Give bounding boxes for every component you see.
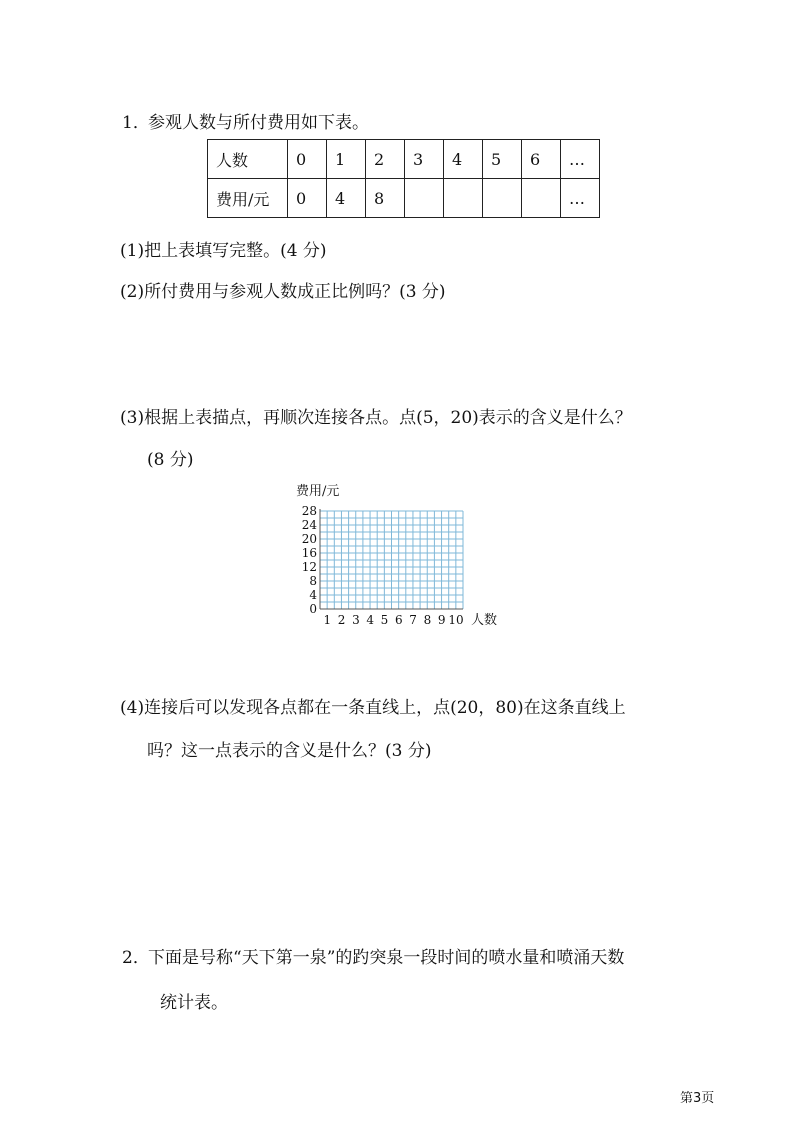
page-number: 第3页 bbox=[680, 1091, 715, 1106]
table-cell: 0 bbox=[288, 179, 327, 218]
y-axis-ticks bbox=[302, 504, 318, 616]
y-tick-label: 16 bbox=[301, 546, 317, 560]
grid bbox=[320, 509, 463, 609]
y-tick-label: 24 bbox=[301, 518, 317, 532]
table-cell-blank[interactable] bbox=[405, 179, 444, 218]
fee-table bbox=[207, 139, 600, 218]
subquestion-2: (2)所付费用与参观人数成正比例吗？(3 分) bbox=[120, 282, 446, 302]
table-cell: 1 bbox=[327, 140, 366, 179]
question-2-continued: 统计表。 bbox=[160, 993, 228, 1013]
x-tick-label: 2 bbox=[337, 613, 346, 627]
table-cell: 8 bbox=[366, 179, 405, 218]
subquestion-4-continued: 吗？这一点表示的含义是什么？(3 分) bbox=[147, 741, 432, 761]
x-tick-label: 8 bbox=[423, 613, 432, 627]
subquestion-3-continued: (8 分) bbox=[147, 450, 194, 470]
table-cell: 2 bbox=[366, 140, 405, 179]
table-cell: … bbox=[561, 179, 600, 218]
question-1-title bbox=[122, 108, 369, 133]
subquestion-1: (1)把上表填写完整。(4 分) bbox=[120, 241, 327, 261]
question-1-number: 1． bbox=[122, 113, 150, 133]
table-cell: 5 bbox=[483, 140, 522, 179]
fee-grid-chart[interactable] bbox=[280, 478, 520, 630]
table-cell: 人数 bbox=[208, 140, 288, 179]
x-axis-label: 人数 bbox=[471, 613, 498, 628]
table-cell: 6 bbox=[522, 140, 561, 179]
y-tick-label: 0 bbox=[309, 602, 317, 616]
table-cell-blank[interactable] bbox=[483, 179, 522, 218]
x-tick-label: 9 bbox=[437, 613, 446, 627]
table-row-people bbox=[208, 140, 600, 179]
x-tick-label: 1 bbox=[323, 613, 332, 627]
question-2-text: 下面是号称“天下第一泉”的趵突泉一段时间的喷水量和喷涌天数 bbox=[148, 948, 625, 968]
table-cell-blank[interactable] bbox=[522, 179, 561, 218]
table-cell: … bbox=[561, 140, 600, 179]
y-tick-label: 8 bbox=[309, 574, 317, 588]
y-tick-label: 12 bbox=[301, 560, 317, 574]
x-tick-label: 3 bbox=[352, 613, 360, 627]
x-tick-label: 7 bbox=[409, 613, 417, 627]
x-tick-label: 10 bbox=[448, 613, 464, 627]
x-axis-ticks bbox=[323, 613, 463, 627]
table-cell-blank[interactable] bbox=[444, 179, 483, 218]
y-tick-label: 28 bbox=[301, 504, 317, 518]
subquestion-4: (4)连接后可以发现各点都在一条直线上，点(20，80)在这条直线上 bbox=[120, 698, 626, 718]
question-2-title bbox=[122, 943, 624, 968]
question-1-text: 参观人数与所付费用如下表。 bbox=[148, 113, 369, 133]
y-tick-label: 20 bbox=[301, 532, 317, 546]
x-tick-label: 4 bbox=[366, 613, 375, 627]
y-axis-label: 费用/元 bbox=[296, 484, 340, 499]
y-tick-label: 4 bbox=[309, 588, 317, 602]
table-row-fee bbox=[208, 179, 600, 218]
question-2-number: 2． bbox=[122, 948, 150, 968]
x-tick-label: 5 bbox=[380, 613, 389, 627]
table-cell: 费用/元 bbox=[208, 179, 288, 218]
x-tick-label: 6 bbox=[394, 613, 403, 627]
table-cell: 0 bbox=[288, 140, 327, 179]
table-cell: 4 bbox=[444, 140, 483, 179]
subquestion-3: (3)根据上表描点，再顺次连接各点。点(5，20)表示的含义是什么？ bbox=[120, 408, 632, 428]
table-cell: 3 bbox=[405, 140, 444, 179]
table-cell: 4 bbox=[327, 179, 366, 218]
